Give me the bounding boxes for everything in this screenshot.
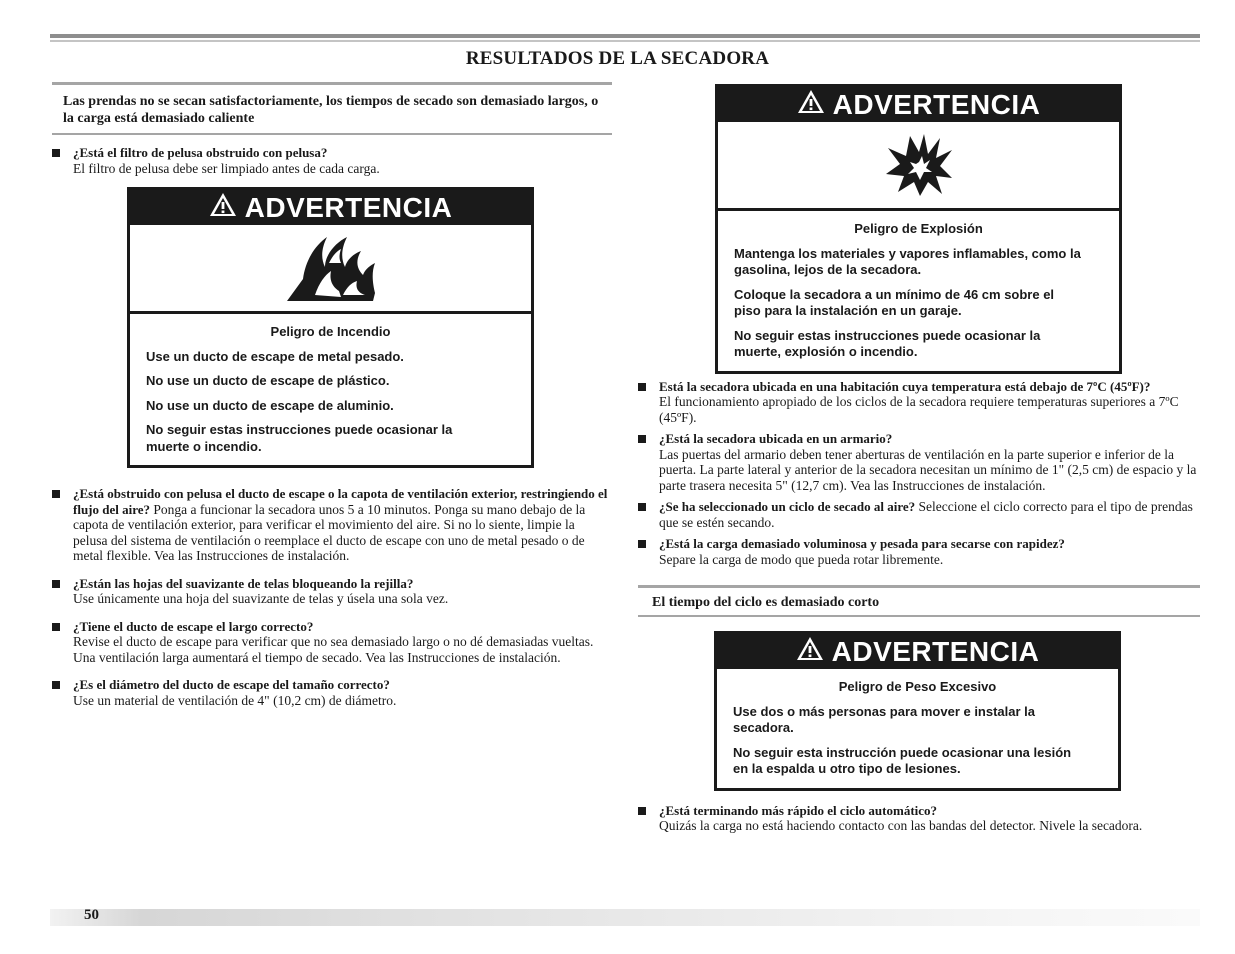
bullet-square-icon xyxy=(638,435,646,443)
warning-triangle-icon xyxy=(209,192,237,224)
warning-header xyxy=(717,634,1118,669)
list-item xyxy=(638,536,1200,567)
question: ¿Están las hojas del suavizante de telas bloqueando la rejilla? xyxy=(73,575,414,591)
bullet-square-icon xyxy=(638,807,646,815)
left-column xyxy=(52,82,612,708)
top-rule xyxy=(50,34,1200,43)
explosion-warning-box xyxy=(715,84,1122,374)
bullet-square-icon xyxy=(52,149,60,157)
warning-heading: ADVERTENCIA xyxy=(832,88,1041,120)
section-heading: El tiempo del ciclo es demasiado corto xyxy=(638,585,1200,617)
bullet-square-icon xyxy=(52,490,60,498)
answer: Quizás la carga no está haciendo contacto con las bandas del detector. Nivele la secadora. xyxy=(659,818,1143,833)
answer: El funcionamiento apropiado de los ciclos de la secadora requiere temperaturas superiores a 7ºC (45ºF). xyxy=(659,394,1179,425)
warning-line: Use un ducto de escape de metal pesado. xyxy=(146,348,404,364)
footer-bar xyxy=(50,909,1200,926)
question: ¿Tiene el ducto de escape el largo correcto? xyxy=(73,618,314,634)
warning-title: Peligro de Peso Excesivo xyxy=(838,679,997,694)
warning-line: Coloque la secadora a un mínimo de 46 cm sobre el piso para la instalación en un garaje. xyxy=(734,286,1055,318)
list-item xyxy=(52,145,612,176)
warning-line: No seguir estas instrucciones puede ocasionar la muerte, explosión o incendio. xyxy=(734,327,1041,359)
warning-body xyxy=(717,669,1118,788)
section-heading: Las prendas no se secan satisfactoriamente, los tiempos de secado son demasiado largos, o la carga está demasiado caliente xyxy=(52,82,612,135)
bullet-square-icon xyxy=(638,503,646,511)
question: ¿Está la carga demasiado voluminosa y pesada para secarse con rapidez? xyxy=(659,536,1065,551)
question: ¿Se ha seleccionado un ciclo de secado al aire? xyxy=(659,499,916,514)
answer: Separe la carga de modo que pueda rotar libremente. xyxy=(659,551,944,567)
explosion-icon xyxy=(718,122,1119,211)
list-item xyxy=(52,486,612,564)
warning-line: Use dos o más personas para mover e instalar la secadora. xyxy=(733,703,1036,735)
right-column xyxy=(638,82,1200,834)
question: ¿Está obstruido con pelusa el ducto de escape o la capota de ventilación exterior, restringiendo el flujo del aire? xyxy=(73,486,608,517)
answer: Ponga a funcionar la secadora unos 5 a 10 minutos. Ponga su mano debajo de la capota de ventilación exterior, para verificar el movimiento del aire. Si no lo siente, limpie la pelusa del sistema de ventilación o reemplace el ducto de escape con uno de metal pesado o de metal flexible. Vea las Instrucciones de instalación. xyxy=(73,501,586,563)
question: Está la secadora ubicada en una habitación cuya temperatura está debajo de 7ºC (45ºF)? xyxy=(659,378,1151,394)
page-title: RESULTADOS DE LA SECADORA xyxy=(465,48,770,69)
warning-line: Mantenga los materiales y vapores inflamables, como la gasolina, lejos de la secadora. xyxy=(734,245,1081,277)
list-item xyxy=(638,379,1200,426)
warning-line: No seguir esta instrucción puede ocasionar una lesión en la espalda u otro tipo de lesiones. xyxy=(733,744,1072,776)
bullet-square-icon xyxy=(638,383,646,391)
warning-header xyxy=(130,190,531,225)
bullet-square-icon xyxy=(52,580,60,588)
question: ¿Está el filtro de pelusa obstruido con pelusa? xyxy=(73,145,328,160)
list-item xyxy=(52,576,612,607)
page-number: 50 xyxy=(84,907,99,923)
question: ¿Está terminando más rápido el ciclo automático? xyxy=(659,802,938,818)
warning-line: No seguir estas instrucciones puede ocasionar la muerte o incendio. xyxy=(146,422,453,454)
question: ¿Está la secadora ubicada en un armario? xyxy=(659,431,893,446)
warning-line: No use un ducto de escape de aluminio. xyxy=(146,397,394,413)
fire-warning-box xyxy=(127,187,534,468)
answer: Las puertas del armario deben tener aberturas de ventilación en la parte superior e inferior de la puerta. La parte lateral y anterior de la secadora necesitan un mínimo de 1" (2,5 cm) de espacio y la parte trasera necesita 5" (12,7 cm). Vea las Instrucciones de instalación. xyxy=(659,446,1197,493)
fire-icon xyxy=(130,225,531,314)
bullet-square-icon xyxy=(52,623,60,631)
warning-heading: ADVERTENCIA xyxy=(831,635,1040,667)
bullet-square-icon xyxy=(638,540,646,548)
warning-title: Peligro de Incendio xyxy=(270,324,391,339)
warning-header xyxy=(718,87,1119,122)
warning-triangle-icon xyxy=(797,89,825,121)
question: ¿Es el diámetro del ducto de escape del tamaño correcto? xyxy=(73,677,390,692)
warning-title: Peligro de Explosión xyxy=(854,221,983,236)
list-item xyxy=(638,803,1200,834)
weight-warning-box xyxy=(714,631,1121,791)
answer: Revise el ducto de escape para verificar que no sea demasiado largo o no dé demasiadas vueltas. Una ventilación larga aumentará el tiempo de secado. Vea las Instrucciones de instalación. xyxy=(73,634,594,665)
warning-body xyxy=(130,314,531,465)
warning-heading: ADVERTENCIA xyxy=(244,191,453,223)
list-item xyxy=(638,431,1200,493)
bullet-square-icon xyxy=(52,681,60,689)
warning-line: No use un ducto de escape de plástico. xyxy=(146,373,390,388)
list-item xyxy=(638,499,1200,530)
answer: Seleccione el ciclo correcto para el tipo de prendas que se estén secando. xyxy=(659,499,1193,530)
answer: El filtro de pelusa debe ser limpiado antes de cada carga. xyxy=(73,160,380,176)
warning-triangle-icon xyxy=(796,636,824,668)
list-item xyxy=(52,677,612,708)
list-item xyxy=(52,619,612,666)
answer: Use únicamente una hoja del suavizante de telas y úsela una sola vez. xyxy=(73,591,449,606)
answer: Use un material de ventilación de 4" (10,2 cm) de diámetro. xyxy=(73,692,397,708)
warning-body xyxy=(718,211,1119,371)
